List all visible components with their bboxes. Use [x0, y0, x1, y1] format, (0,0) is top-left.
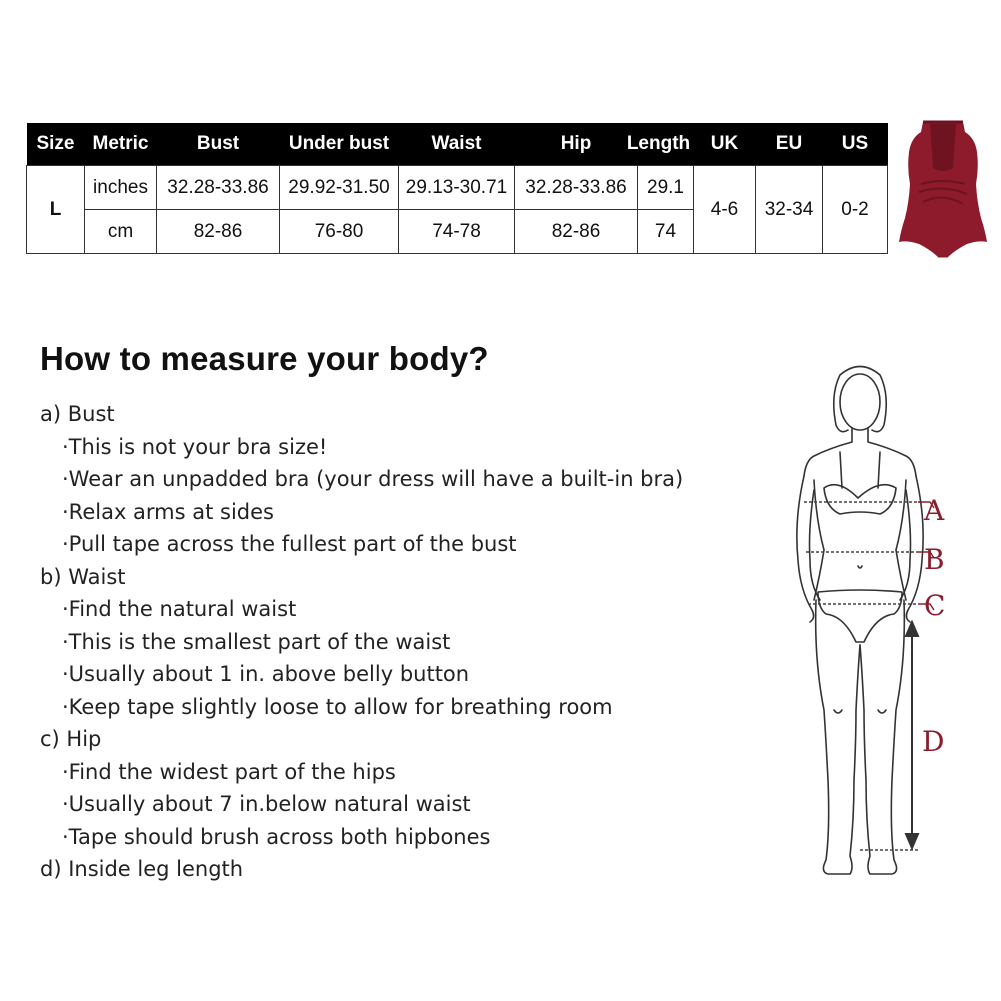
label-c: C	[924, 589, 946, 622]
under-bust-value: 29.92-31.50	[280, 166, 399, 210]
section-heading: b) Waist	[40, 564, 126, 589]
header-size: Size	[27, 123, 85, 166]
tip-item: ·Usually about 7 in.below natural waist	[62, 792, 471, 816]
bra-outline	[824, 485, 896, 514]
tip-item: ·Pull tape across the fullest part of the bust	[62, 532, 517, 556]
leg-outline	[816, 600, 860, 874]
tip-item: ·Keep tape slightly loose to allow for breathing room	[62, 694, 613, 719]
tip-item: ·This is the smallest part of the waist	[62, 629, 451, 654]
hair-outline	[834, 367, 887, 432]
guide-title: How to measure your body?	[40, 340, 489, 377]
measurement-guide	[40, 398, 683, 886]
body-measurement-figure	[780, 360, 1000, 890]
header-uk: UK	[694, 123, 756, 166]
tip-item: ·This is not your bra size!	[62, 434, 328, 459]
metric-value: cm	[85, 210, 157, 254]
us-size-value: 0-2	[823, 166, 888, 254]
header-bust: Bust	[157, 123, 280, 166]
header-hip: Hip	[515, 123, 638, 166]
tip-item: ·Usually about 1 in. above belly button	[62, 662, 470, 686]
section-hip	[40, 723, 683, 853]
section-heading: a) Bust	[40, 402, 115, 426]
metric-value: inches	[85, 166, 157, 210]
section-bust	[40, 398, 683, 561]
header-length: Length	[638, 123, 694, 166]
swimsuit-product-image	[893, 118, 993, 263]
eu-size-value: 32-34	[756, 166, 823, 254]
hip-value: 32.28-33.86	[515, 166, 638, 210]
header-metric: Metric	[85, 123, 157, 166]
size-chart-header-row	[27, 123, 888, 166]
header-waist: Waist	[399, 123, 515, 166]
tip-item: ·Find the widest part of the hips	[62, 759, 396, 784]
header-eu: EU	[756, 123, 823, 166]
tip-item: ·Find the natural waist	[62, 597, 297, 621]
section-inside-leg	[40, 853, 683, 886]
under-bust-value: 76-80	[280, 210, 399, 254]
label-d: D	[922, 725, 945, 758]
tip-item: ·Relax arms at sides	[62, 499, 274, 524]
hip-value: 82-86	[515, 210, 638, 254]
length-value: 74	[638, 210, 694, 254]
mesh-panel	[930, 124, 956, 171]
label-b: B	[924, 543, 945, 576]
section-heading: c) Hip	[40, 727, 102, 751]
waist-value: 29.13-30.71	[399, 166, 515, 210]
length-value: 29.1	[638, 166, 694, 210]
bust-value: 32.28-33.86	[157, 166, 280, 210]
table-row	[27, 166, 888, 210]
size-chart-table	[26, 123, 888, 254]
header-us: US	[823, 123, 888, 166]
label-a: A	[924, 494, 945, 527]
size-value: L	[27, 166, 85, 254]
head-outline	[840, 374, 880, 430]
header-under-bust: Under bust	[280, 123, 399, 166]
bust-value: 82-86	[157, 210, 280, 254]
tip-item: ·Wear an unpadded bra (your dress will have a built-in bra)	[62, 467, 684, 491]
section-waist	[40, 561, 683, 724]
section-heading: d) Inside leg length	[40, 857, 244, 881]
waist-value: 74-78	[399, 210, 515, 254]
briefs-outline	[818, 590, 902, 642]
uk-size-value: 4-6	[694, 166, 756, 254]
tip-item: ·Tape should brush across both hipbones	[62, 824, 491, 849]
